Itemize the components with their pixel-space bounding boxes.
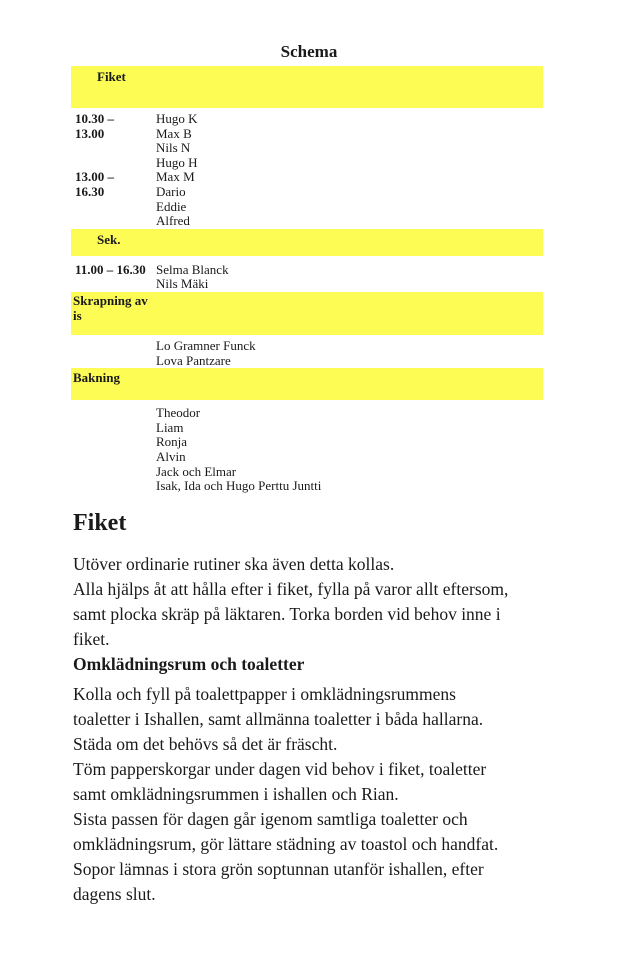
text-line: samt plocka skräp på läktaren. Torka borden vid behov inne i [73,604,501,624]
schedule-table [71,66,543,494]
person-name: Lova Pantzare [156,352,231,368]
paragraph-intro [73,552,555,577]
shift-group [75,339,543,368]
notes-heading-fiket: Fiket [73,510,127,536]
paragraph-toalettpapper [73,682,555,757]
section-rows-fiket [71,108,543,229]
text-line: fiket. [73,629,110,649]
shift-time: 10.30 – 13.00 [75,111,114,141]
paragraph-papperskorgar [73,757,555,807]
notes-subheading-omkladningsrum: Omklädningsrum och toaletter [73,654,305,674]
paragraph-fiket-rutiner [73,577,555,652]
page-title: Schema [280,42,338,61]
person-name: Dario [156,183,186,199]
section-header-label: Skrapning av [73,292,148,308]
shift-group [75,263,543,292]
shift-names [156,339,543,368]
notes-section [73,509,555,907]
person-name: Ronja [156,434,188,450]
person-name: Eddie [156,198,187,214]
paragraph-sopor [73,857,555,907]
text-line: dagens slut. [73,884,156,904]
person-name: Max B [156,125,192,141]
text-line: omklädningsrum, gör lättare städning av toastol och handfat. [73,834,499,854]
text-line: Utöver ordinarie rutiner ska även detta kollas. [73,554,395,574]
text-line: Städa om det behövs så det är fräscht. [73,734,338,754]
person-name: Hugo K [156,111,198,126]
text-line: samt omklädningsrummen i ishallen och Rian. [73,784,399,804]
person-name: Hugo H [156,154,198,170]
shift-time: 11.00 – 16.30 [75,261,146,277]
section-header-fiket [71,66,543,108]
shift-time [75,339,156,368]
shift-names [156,112,543,170]
text-line: toaletter i Ishallen, samt allmänna toaletter i båda hallarna. [73,709,484,729]
person-name: Alvin [156,448,186,464]
section-rows-skrapning [71,335,543,368]
text-line: Töm papperskorgar under dagen vid behov i fiket, toaletter [73,759,487,779]
shift-group [75,170,543,228]
person-name: Selma Blanck [156,261,229,277]
person-name: Alfred [156,213,190,229]
text-line: Sista passen för dagen går igenom samtliga toaletter och [73,809,468,829]
section-header-label: Bakning [73,370,120,386]
paragraph-sista-passen [73,807,555,857]
text-line: Alla hjälps åt att hålla efter i fiket, fylla på varor allt eftersom, [73,579,509,599]
section-header-bakning [71,368,543,400]
section-rows-sek [71,256,543,292]
shift-group [75,406,543,494]
text-line: Kolla och fyll på toalettpapper i omklädningsrummens [73,684,456,704]
person-name: Isak, Ida och Hugo Perttu Juntti [156,478,322,494]
person-name: Nils Mäki [156,276,209,292]
shift-names [156,170,543,228]
person-name: Lo Gramner Funck [156,337,256,353]
person-name: Liam [156,419,184,435]
person-name: Theodor [156,405,201,421]
person-name: Max M [156,169,195,185]
shift-time: 13.00 – 16.30 [75,169,114,199]
shift-names [156,406,543,494]
section-header-label: is [73,307,82,323]
section-header-label: Fiket [97,69,126,84]
shift-time [75,406,156,494]
person-name: Nils N [156,140,191,156]
section-header-skrapning [71,292,543,335]
section-header-label: Sek. [97,231,121,247]
section-rows-bakning [71,400,543,494]
shift-group [75,112,543,170]
shift-names [156,263,543,292]
person-name: Jack och Elmar [156,463,237,479]
text-line: Sopor lämnas i stora grön soptunnan utanför ishallen, efter [73,859,484,879]
section-header-sek [71,229,543,256]
